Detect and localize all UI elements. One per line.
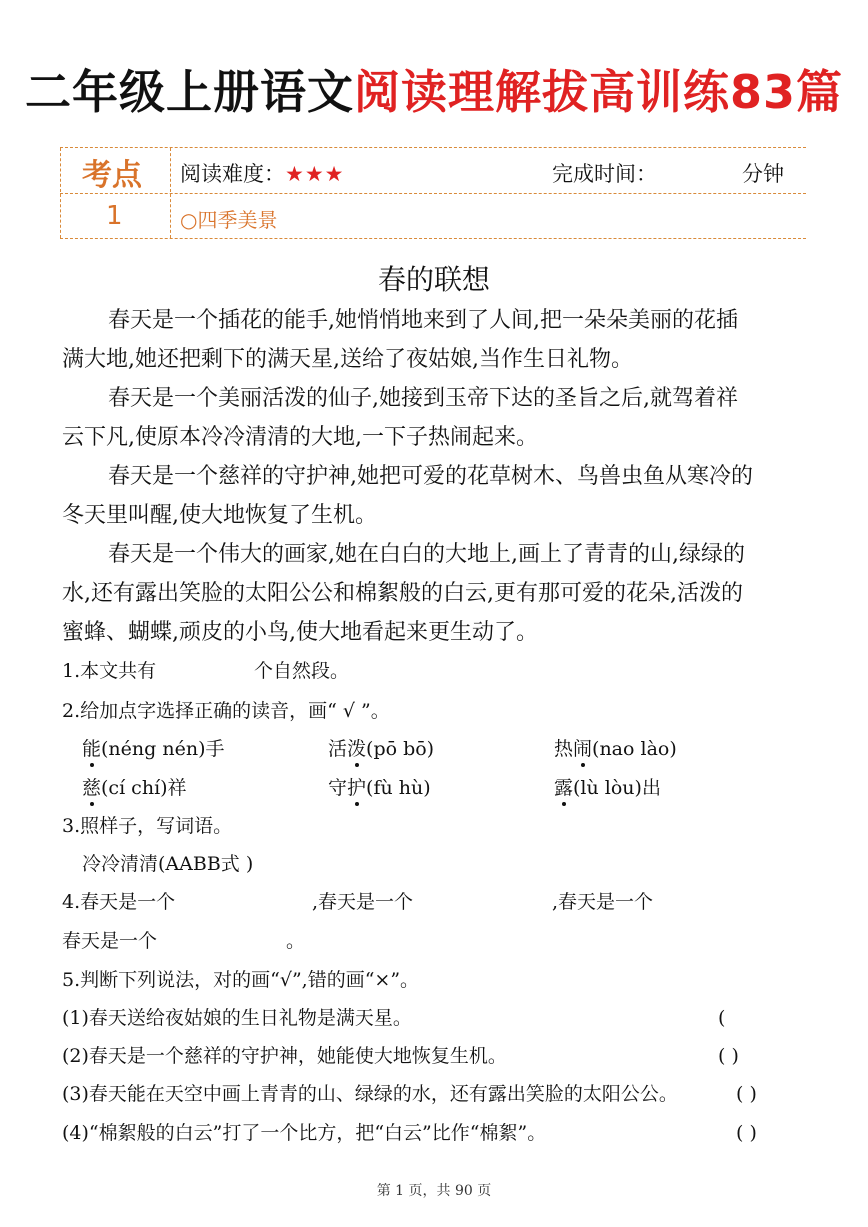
pinyin-item (82, 734, 224, 764)
question-4-part-b: ,春天是一个 (312, 891, 414, 913)
difficulty-label: 阅读难度： (180, 162, 285, 186)
page-footer: 第 1 页，共 90 页 (376, 1183, 492, 1199)
essay-line: 满大地,她还把剩下的满天星,送给了夜姑娘,当作生日礼物。 (62, 347, 633, 372)
judgment-statement: (2)春天是一个慈祥的守护神，她能使大地恢复生机。 (62, 1045, 507, 1067)
judgment-answer-bracket[interactable]: ( ) (736, 1122, 757, 1144)
topic-label: ○四季美景 (180, 208, 278, 232)
info-box (60, 147, 806, 239)
question-1-prefix: 1.本文共有 (62, 660, 157, 682)
pinyin-item (328, 773, 431, 803)
question-3: 3.照样子，写词语。 (62, 815, 233, 837)
time-label: 完成时间： (552, 162, 657, 186)
essay-line: 云下凡,使原本冷冷清清的大地,一下子热闹起来。 (62, 425, 538, 450)
essay-line: 春天是一个美丽活泼的仙子,她接到玉帝下达的圣旨之后,就驾着祥 (108, 386, 738, 411)
pinyin-item (554, 773, 661, 803)
info-divider-middle (170, 148, 171, 238)
dotted-char: 慈 (82, 773, 101, 803)
pinyin-options: (cí chí)祥 (101, 777, 187, 799)
kaodian-number: 1 (106, 201, 123, 231)
plain-char: 热 (554, 738, 574, 760)
question-1-suffix: 个自然段。 (254, 660, 350, 682)
question-4-part-a: 4.春天是一个 (62, 891, 176, 913)
question-4-part-d: 春天是一个 (62, 930, 158, 952)
essay-title: 春的联想 (377, 263, 490, 296)
essay-line: 春天是一个插花的能手,她悄悄地来到了人间,把一朵朵美丽的花插 (108, 308, 738, 333)
pinyin-options: (nao lào) (592, 738, 677, 760)
dotted-char: 泼 (347, 734, 366, 764)
judgment-statement: (3)春天能在天空中画上青青的山、绿绿的水，还有露出笑脸的太阳公公。 (62, 1083, 678, 1105)
pinyin-options: (lù lòu)出 (573, 777, 661, 799)
plain-char: 守 (328, 777, 348, 799)
plain-char: 活 (328, 738, 348, 760)
difficulty-stars-icon: ★★★ (285, 162, 345, 186)
question-4-end: 。 (286, 930, 306, 952)
judgment-answer-bracket[interactable]: ( ) (736, 1083, 757, 1105)
difficulty-row (180, 158, 344, 188)
pinyin-options: (pō bō) (366, 738, 435, 760)
essay-line: 蜜蜂、蝴蝶,顽皮的小鸟,使大地看起来更生动了。 (62, 620, 538, 645)
question-4-part-c: ,春天是一个 (552, 891, 654, 913)
pinyin-item (328, 734, 434, 764)
judgment-statement: (4)“棉絮般的白云”打了一个比方，把“白云”比作“棉絮”。 (62, 1122, 547, 1144)
judgment-answer-bracket[interactable]: ( (718, 1007, 726, 1029)
dotted-char: 能 (82, 734, 101, 764)
info-divider-horizontal (60, 193, 806, 194)
essay-line: 春天是一个伟大的画家,她在白白的大地上,画上了青青的山,绿绿的 (108, 542, 745, 567)
pinyin-item (554, 734, 677, 764)
essay-line: 水,还有露出笑脸的太阳公公和棉絮般的白云,更有那可爱的花朵,活泼的 (62, 581, 743, 606)
essay-line: 春天是一个慈祥的守护神,她把可爱的花草树木、鸟兽虫鱼从寒冷的 (108, 464, 753, 489)
dotted-char: 露 (554, 773, 573, 803)
essay-line: 冬天里叫醒,使大地恢复了生机。 (62, 503, 377, 528)
pinyin-options: (fù hù) (366, 777, 431, 799)
question-5: 5.判断下列说法，对的画“√”,错的画“×”。 (62, 969, 420, 991)
dotted-char: 护 (347, 773, 366, 803)
judgment-answer-bracket[interactable]: ( ) (718, 1045, 739, 1067)
info-divider-left (60, 148, 61, 238)
title-part-black: 二年级上册语文 (24, 65, 354, 119)
kaodian-label: 考点 (82, 158, 142, 193)
pinyin-options: (néng nén)手 (101, 738, 225, 760)
question-3-example: 冷冷清清(AABB式 ) (82, 853, 254, 875)
question-2: 2.给加点字选择正确的读音，画“ √ ”。 (62, 700, 390, 722)
minutes-label: 分钟 (742, 162, 784, 186)
dotted-char: 闹 (573, 734, 592, 764)
document-title (0, 62, 868, 122)
judgment-statement: (1)春天送给夜姑娘的生日礼物是满天星。 (62, 1007, 412, 1029)
pinyin-item (82, 773, 187, 803)
title-part-red: 阅读理解拔高训练83篇 (353, 65, 843, 119)
